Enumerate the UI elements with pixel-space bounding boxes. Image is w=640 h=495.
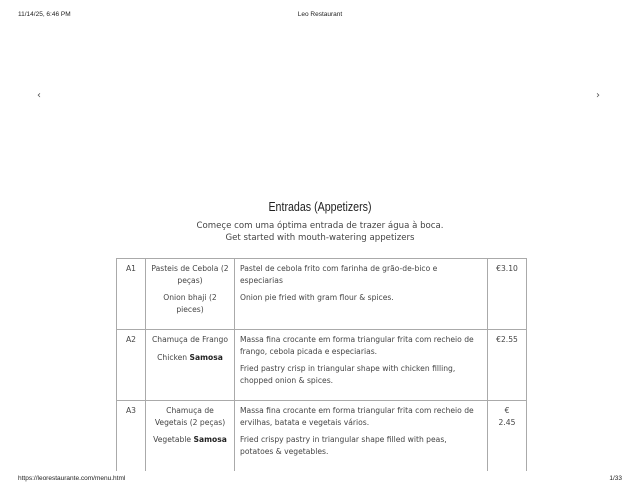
item-name	[146, 401, 235, 472]
item-name-en-text: Vegetable	[153, 435, 194, 444]
print-datetime: 11/14/25, 6:46 PM	[18, 11, 71, 18]
item-name-en	[151, 352, 229, 364]
item-name-en	[151, 292, 229, 315]
item-description	[235, 330, 488, 401]
chevron-left-icon[interactable]: ‹	[37, 90, 41, 101]
table-row	[117, 401, 527, 472]
item-price: €2.55	[488, 330, 527, 401]
item-name-pt: Pasteis de Cebola (2 peças)	[151, 264, 229, 285]
subtitle-pt: Começe com uma óptima entrada de trazer água à boca.	[196, 221, 444, 231]
item-name-en-bold: Samosa	[189, 352, 223, 362]
page-header-title: Leo Restaurant	[297, 11, 343, 18]
item-name-pt: Chamuça de Vegetais (2 peças)	[154, 406, 226, 427]
item-name-en	[151, 434, 229, 446]
chevron-right-icon[interactable]: ›	[596, 90, 600, 101]
item-description	[235, 259, 488, 330]
item-desc-pt: Massa fina crocante em forma triangular frita com recheio de ervilhas, batata e vegetais vários.	[240, 406, 474, 427]
item-name	[146, 330, 235, 401]
item-name-en-bold: Samosa	[193, 435, 227, 444]
item-name-pt: Chamuça de Frango	[152, 335, 228, 344]
table-row	[117, 259, 527, 330]
subtitle-en: Get started with mouth-watering appetizers	[225, 233, 415, 243]
item-price: € 2.45	[488, 401, 527, 472]
item-code: A3	[117, 401, 146, 472]
item-desc-en: Onion pie fried with gram flour & spices.	[240, 293, 394, 302]
section-title: Entradas (Appetizers)	[268, 199, 372, 214]
item-desc-en: Fried pastry crisp in triangular shape with chicken filling, chopped onion & spices.	[240, 364, 456, 385]
item-name-en-text: Onion bhaji (2 pieces)	[163, 293, 217, 314]
item-desc-pt: Massa fina crocante em forma triangular frita com recheio de frango, cebola picada e especiarias.	[240, 335, 474, 356]
page-url: https://leorestaurante.com/menu.html	[18, 475, 126, 482]
section-subtitle	[0, 220, 640, 244]
page-number: 1/33	[609, 475, 622, 482]
menu-table	[116, 258, 527, 471]
item-desc-pt: Pastel de cebola frito com farinha de grão-de-bico e especiarias	[240, 264, 438, 285]
item-code: A2	[117, 330, 146, 401]
item-name	[146, 259, 235, 330]
item-desc-en: Fried crispy pastry in triangular shape filled with peas, potatoes & vegetables.	[240, 435, 447, 456]
item-code: A1	[117, 259, 146, 330]
table-row	[117, 330, 527, 401]
item-price: €3.10	[488, 259, 527, 330]
item-description	[235, 401, 488, 472]
item-name-en-text: Chicken	[157, 352, 190, 362]
